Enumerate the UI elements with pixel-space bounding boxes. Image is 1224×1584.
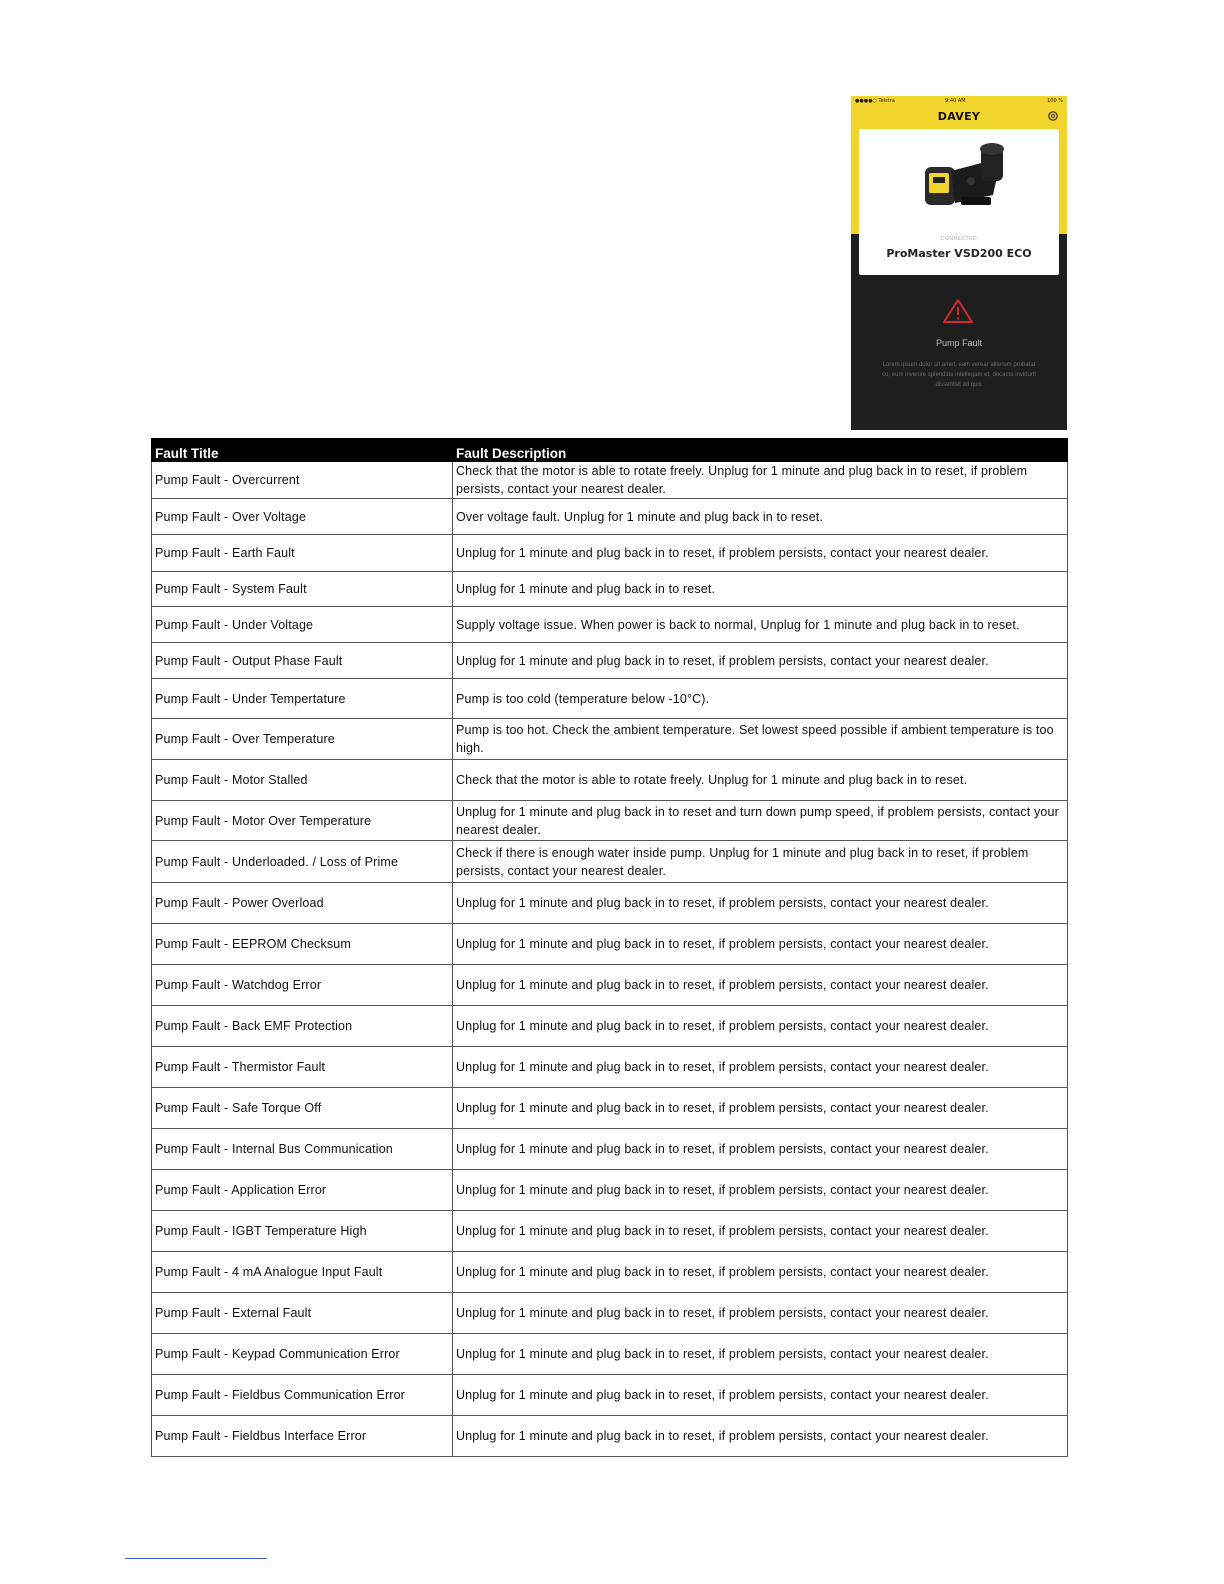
fault-title-cell: Pump Fault - Keypad Communication Error	[152, 1334, 453, 1375]
fault-description-cell: Unplug for 1 minute and plug back in to reset, if problem persists, contact your nearest dealer.	[453, 1416, 1068, 1457]
battery-label: 100 %	[1047, 98, 1063, 104]
fault-body: Lorem ipsum dolor sit amet, eam verear aliterum probatat cu, eum invenire splendide intellegam et, decacto invidunt dissentiet ad quo.	[882, 362, 1036, 388]
fault-rows	[152, 462, 1068, 1457]
fault-title-cell: Pump Fault - Over Voltage	[152, 499, 453, 535]
fault-description-cell: Unplug for 1 minute and plug back in to reset, if problem persists, contact your nearest dealer.	[453, 1375, 1068, 1416]
fault-title-cell: Pump Fault - Motor Over Temperature	[152, 801, 453, 841]
fault-title: Pump Fault	[935, 338, 983, 348]
fault-description-cell: Check if there is enough water inside pump. Unplug for 1 minute and plug back in to reset, if problem persists, contact your nearest dealer.	[453, 841, 1068, 883]
fault-description-cell: Check that the motor is able to rotate freely. Unplug for 1 minute and plug back in to reset.	[453, 760, 1068, 801]
fault-title-cell: Pump Fault - System Fault	[152, 572, 453, 607]
pump-model-name: ProMaster VSD200 ECO	[886, 247, 1032, 260]
table-row	[152, 679, 1068, 719]
table-row	[152, 1416, 1068, 1457]
fault-title-cell: Pump Fault - Thermistor Fault	[152, 1047, 453, 1088]
fault-description-cell: Unplug for 1 minute and plug back in to reset, if problem persists, contact your nearest dealer.	[453, 883, 1068, 924]
table-row	[152, 1293, 1068, 1334]
fault-title-cell: Pump Fault - Fieldbus Interface Error	[152, 1416, 453, 1457]
fault-title-cell: Pump Fault - 4 mA Analogue Input Fault	[152, 1252, 453, 1293]
fault-title-cell: Pump Fault - EEPROM Checksum	[152, 924, 453, 965]
fault-title-cell: Pump Fault - Under Voltage	[152, 607, 453, 643]
table-row	[152, 1334, 1068, 1375]
table-row	[152, 1375, 1068, 1416]
fault-description-cell: Pump is too cold (temperature below -10°C).	[453, 679, 1068, 719]
fault-description-cell: Unplug for 1 minute and plug back in to reset, if problem persists, contact your nearest dealer.	[453, 1334, 1068, 1375]
fault-description-cell: Unplug for 1 minute and plug back in to reset, if problem persists, contact your nearest dealer.	[453, 535, 1068, 572]
fault-description-cell: Unplug for 1 minute and plug back in to reset.	[453, 572, 1068, 607]
fault-description-cell: Unplug for 1 minute and plug back in to reset, if problem persists, contact your nearest dealer.	[453, 1129, 1068, 1170]
status-bar	[851, 96, 1067, 106]
table-row	[152, 1129, 1068, 1170]
fault-description-cell: Unplug for 1 minute and plug back in to reset, if problem persists, contact your nearest dealer.	[453, 1293, 1068, 1334]
pump-image	[911, 137, 1017, 221]
fault-title-cell: Pump Fault - Power Overload	[152, 883, 453, 924]
fault-description-cell: Unplug for 1 minute and plug back in to reset, if problem persists, contact your nearest dealer.	[453, 643, 1068, 679]
table-row	[152, 965, 1068, 1006]
fault-title-cell: Pump Fault - Over Temperature	[152, 719, 453, 760]
table-row	[152, 841, 1068, 883]
fault-description-cell: Unplug for 1 minute and plug back in to reset, if problem persists, contact your nearest dealer.	[453, 965, 1068, 1006]
fault-title-cell: Pump Fault - Safe Torque Off	[152, 1088, 453, 1129]
fault-description-cell: Unplug for 1 minute and plug back in to reset, if problem persists, contact your nearest dealer.	[453, 1088, 1068, 1129]
fault-title-cell: Pump Fault - Application Error	[152, 1170, 453, 1211]
table-row	[152, 643, 1068, 679]
header-fault-description: Fault Description	[453, 439, 1068, 462]
fault-title-cell: Pump Fault - IGBT Temperature High	[152, 1211, 453, 1252]
table-row	[152, 462, 1068, 499]
table-row	[152, 1252, 1068, 1293]
fault-description-cell: Unplug for 1 minute and plug back in to reset, if problem persists, contact your nearest dealer.	[453, 1047, 1068, 1088]
fault-title-cell: Pump Fault - Motor Stalled	[152, 760, 453, 801]
warning-icon	[942, 298, 974, 324]
table-row	[152, 1006, 1068, 1047]
table-row	[152, 1088, 1068, 1129]
table-row	[152, 801, 1068, 841]
fault-title-cell: Pump Fault - Earth Fault	[152, 535, 453, 572]
app-screenshot	[851, 96, 1067, 430]
brand-logo: DAVEY	[937, 110, 981, 123]
fault-title-cell: Pump Fault - Output Phase Fault	[152, 643, 453, 679]
fault-description-cell: Over voltage fault. Unplug for 1 minute and plug back in to reset.	[453, 499, 1068, 535]
fault-description-cell: Unplug for 1 minute and plug back in to reset, if problem persists, contact your nearest dealer.	[453, 924, 1068, 965]
fault-description-cell: Unplug for 1 minute and plug back in to reset, if problem persists, contact your nearest dealer.	[453, 1170, 1068, 1211]
table-row	[152, 924, 1068, 965]
fault-description-cell: Supply voltage issue. When power is back to normal, Unplug for 1 minute and plug back in to reset.	[453, 607, 1068, 643]
fault-title-cell: Pump Fault - External Fault	[152, 1293, 453, 1334]
fault-title-cell: Pump Fault - Underloaded. / Loss of Prime	[152, 841, 453, 883]
fault-title-cell: Pump Fault - Fieldbus Communication Error	[152, 1375, 453, 1416]
fault-title-cell: Pump Fault - Under Tempertature	[152, 679, 453, 719]
fault-title-cell: Pump Fault - Back EMF Protection	[152, 1006, 453, 1047]
fault-table	[151, 438, 1068, 1457]
table-row	[152, 1170, 1068, 1211]
status-time: 9:40 AM	[945, 98, 966, 104]
table-row	[152, 499, 1068, 535]
table-row	[152, 572, 1068, 607]
fault-description-cell: Check that the motor is able to rotate freely. Unplug for 1 minute and plug back in to reset, if problem persists, contact your nearest dealer.	[453, 462, 1068, 499]
fault-description-cell: Pump is too hot. Check the ambient temperature. Set lowest speed possible if ambient temperature is too high.	[453, 719, 1068, 760]
table-row	[152, 607, 1068, 643]
header-fault-title: Fault Title	[152, 439, 453, 462]
footnote-link[interactable]	[125, 1558, 267, 1559]
connection-status: CONNECTED	[940, 236, 978, 242]
table-row	[152, 1211, 1068, 1252]
pump-card[interactable]	[859, 129, 1059, 275]
table-row	[152, 1047, 1068, 1088]
table-row	[152, 535, 1068, 572]
table-row	[152, 883, 1068, 924]
table-header-row	[152, 439, 1068, 462]
fault-description-cell: Unplug for 1 minute and plug back in to reset, if problem persists, contact your nearest dealer.	[453, 1211, 1068, 1252]
gear-icon[interactable]	[1047, 110, 1059, 122]
fault-title-cell: Pump Fault - Internal Bus Communication	[152, 1129, 453, 1170]
carrier-label: ●●●●○ Telstra	[855, 98, 895, 104]
table-row	[152, 760, 1068, 801]
fault-description-cell: Unplug for 1 minute and plug back in to reset, if problem persists, contact your nearest dealer.	[453, 1252, 1068, 1293]
fault-title-cell: Pump Fault - Overcurrent	[152, 462, 453, 499]
fault-title-cell: Pump Fault - Watchdog Error	[152, 965, 453, 1006]
fault-description-cell: Unplug for 1 minute and plug back in to reset, if problem persists, contact your nearest dealer.	[453, 1006, 1068, 1047]
fault-description-cell: Unplug for 1 minute and plug back in to reset and turn down pump speed, if problem persists, contact your nearest dealer.	[453, 801, 1068, 841]
table-row	[152, 719, 1068, 760]
